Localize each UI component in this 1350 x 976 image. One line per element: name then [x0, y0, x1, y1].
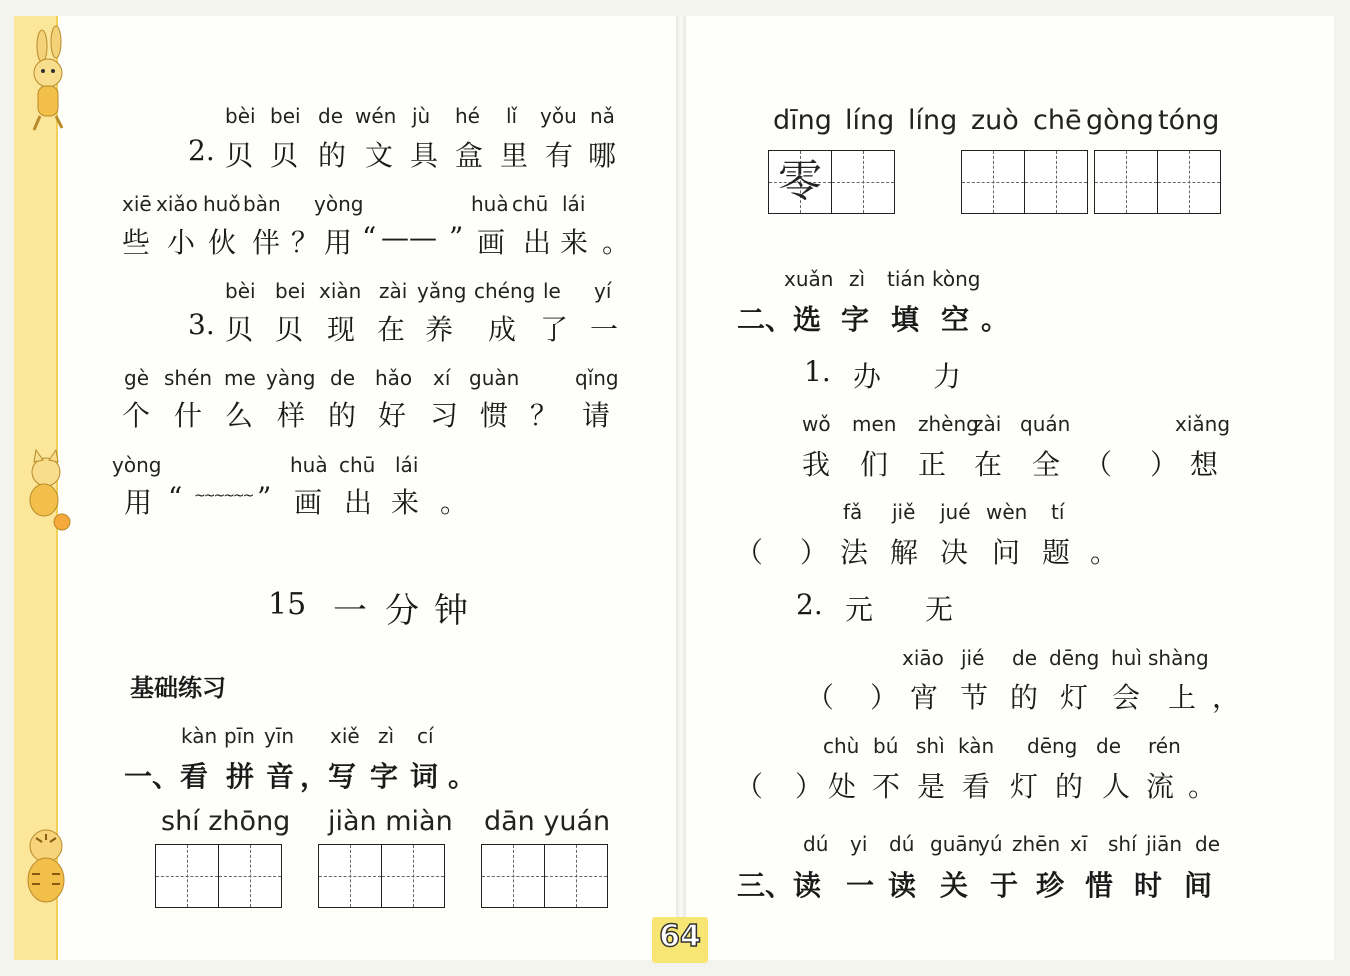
pinyin-syllable: xiǎng — [1175, 412, 1231, 436]
hanzi-char: 现 — [327, 313, 356, 346]
pinyin-syllable: yàng — [266, 366, 316, 390]
hanzi-char: 流 — [1146, 770, 1175, 803]
hanzi-char: ？ — [530, 399, 559, 432]
pinyin-syllable: xuǎn — [784, 267, 834, 291]
pinyin-syllable: bei — [270, 104, 301, 128]
pinyin-syllable: de — [1195, 832, 1220, 856]
written-char — [1025, 151, 1087, 213]
written-char — [1158, 151, 1220, 213]
pinyin-syllable: yú — [978, 832, 1003, 856]
word-pinyin: chē — [1033, 105, 1082, 136]
hanzi-char: 用 — [324, 226, 353, 259]
hanzi-char: （ — [1084, 448, 1113, 481]
word-pinyin: líng — [908, 105, 958, 136]
written-char — [1095, 151, 1157, 213]
lesson-title-char: 钟 — [434, 591, 468, 631]
hanzi-char: 看 — [962, 770, 991, 803]
pinyin-syllable: guàn — [469, 366, 520, 390]
hanzi-char: 什 — [174, 399, 203, 432]
pinyin-syllable: wèn — [986, 500, 1028, 524]
lesson-number: 15 — [268, 587, 307, 622]
hanzi-char: 贝 — [275, 313, 304, 346]
writing-cell[interactable] — [219, 845, 281, 907]
hanzi-char: 会 — [1112, 681, 1141, 714]
pinyin-syllable: bàn — [243, 192, 281, 216]
hanzi-char: 的 — [318, 139, 347, 172]
hanzi-char: 法 — [840, 536, 869, 569]
pinyin-syllable: huǒ — [203, 192, 241, 216]
lesson-title-char: 分 — [385, 591, 419, 631]
hanzi-char: 具 — [410, 139, 439, 172]
hanzi-char: 上 — [1168, 681, 1197, 714]
hanzi-char: “ — [168, 481, 183, 514]
hanzi-char: 正 — [918, 448, 947, 481]
option-char: 办 — [853, 360, 882, 393]
pinyin-syllable: pīn — [224, 724, 255, 748]
cat-icon — [16, 448, 76, 538]
hanzi-char: 。 — [448, 760, 477, 793]
writing-cell[interactable] — [545, 845, 607, 907]
hanzi-char: 小 — [167, 226, 196, 259]
writing-grid[interactable] — [155, 844, 282, 908]
pinyin-syllable: xī — [1070, 832, 1088, 856]
pinyin-syllable: kòng — [932, 267, 981, 291]
hanzi-char: 三、读 — [737, 869, 822, 902]
pinyin-syllable: yīn — [264, 724, 295, 748]
hanzi-char: 画 — [477, 226, 506, 259]
pinyin-syllable: tián — [887, 267, 926, 291]
pinyin-syllable: me — [224, 366, 256, 390]
pinyin-syllable: men — [852, 412, 897, 436]
pinyin-syllable: hǎo — [375, 366, 413, 390]
pinyin-syllable: shàng — [1148, 646, 1209, 670]
wavy-line-mark: ~~~~~~ — [194, 488, 253, 504]
hanzi-char: 灯 — [1060, 681, 1089, 714]
word-pinyin: dān yuán — [484, 806, 611, 837]
option-char: 力 — [933, 360, 962, 393]
writing-cell[interactable] — [769, 151, 832, 213]
hanzi-char: 于 — [990, 869, 1019, 902]
hanzi-char: 3. — [188, 308, 215, 341]
hanzi-char: 伴 — [252, 226, 281, 259]
book-spine — [676, 16, 686, 960]
hanzi-char: —— — [381, 221, 437, 254]
hanzi-char: “ — [362, 221, 377, 254]
pinyin-syllable: tí — [1051, 500, 1065, 524]
pinyin-syllable: chù — [823, 734, 860, 758]
hanzi-char: 里 — [500, 139, 529, 172]
hanzi-char: ” — [449, 221, 464, 254]
hanzi-char: 决 — [940, 536, 969, 569]
pinyin-syllable: zì — [378, 724, 395, 748]
pinyin-syllable: wǒ — [802, 412, 831, 436]
hanzi-char: 字 — [370, 760, 399, 793]
pinyin-syllable: zài — [379, 279, 408, 303]
hanzi-char: 一 — [846, 869, 875, 902]
pinyin-syllable: zài — [973, 412, 1002, 436]
pinyin-syllable: yí — [594, 279, 612, 303]
hanzi-char: 时 — [1134, 869, 1163, 902]
pinyin-syllable: zì — [849, 267, 866, 291]
pinyin-syllable: xiāo — [902, 646, 944, 670]
pinyin-syllable: de — [1012, 646, 1037, 670]
hanzi-char: 的 — [328, 399, 357, 432]
option-char: 元 — [845, 593, 874, 626]
hanzi-char: 文 — [365, 139, 394, 172]
pinyin-syllable: dú — [889, 832, 915, 856]
option-char: 无 — [925, 593, 954, 626]
hanzi-char: ， — [1212, 681, 1241, 714]
hanzi-char: 惜 — [1085, 869, 1114, 902]
writing-cell[interactable] — [962, 151, 1025, 213]
hanzi-char: 出 — [344, 486, 373, 519]
pinyin-syllable: guān — [930, 832, 981, 856]
hanzi-char: 来 — [391, 486, 420, 519]
pinyin-syllable: shì — [916, 734, 945, 758]
hanzi-char: 解 — [890, 536, 919, 569]
pinyin-syllable: bèi — [225, 104, 256, 128]
pinyin-syllable: quán — [1020, 412, 1071, 436]
hanzi-char: 样 — [277, 399, 306, 432]
writing-grid[interactable] — [961, 150, 1088, 214]
pinyin-syllable: chéng — [474, 279, 536, 303]
pinyin-syllable: huì — [1111, 646, 1142, 670]
hanzi-char: 了 — [540, 313, 569, 346]
pinyin-syllable: de — [1096, 734, 1121, 758]
hanzi-char: 填 — [891, 303, 920, 336]
hanzi-char: 么 — [225, 399, 254, 432]
hanzi-char: 。 — [602, 226, 631, 259]
word-pinyin: dīng — [773, 105, 832, 136]
writing-grid[interactable] — [481, 844, 608, 908]
hanzi-char: 处 — [828, 770, 857, 803]
pinyin-syllable: xiē — [122, 192, 152, 216]
pinyin-syllable: yǎng — [417, 279, 467, 303]
option-char: 1. — [804, 355, 831, 388]
pinyin-syllable: xiàn — [319, 279, 362, 303]
pinyin-syllable: jué — [940, 500, 971, 524]
hanzi-char: 不 — [872, 770, 901, 803]
writing-grid[interactable] — [768, 150, 895, 214]
pinyin-syllable: xí — [433, 366, 451, 390]
hanzi-char: 2. — [188, 134, 215, 167]
pinyin-syllable: zhèng — [918, 412, 979, 436]
hanzi-char: 。 — [440, 486, 469, 519]
hanzi-char: 间 — [1184, 869, 1213, 902]
writing-cell[interactable] — [1025, 151, 1087, 213]
hanzi-char: 关 — [940, 869, 969, 902]
hanzi-char: 的 — [1010, 681, 1039, 714]
hanzi-char: 一、看 — [124, 760, 209, 793]
written-char: 零 — [778, 156, 822, 207]
writing-cell[interactable] — [319, 845, 382, 907]
pinyin-syllable: kàn — [958, 734, 995, 758]
pinyin-syllable: xiǎo — [156, 192, 198, 216]
writing-grid[interactable] — [318, 844, 445, 908]
hanzi-char: 用 — [124, 486, 153, 519]
hanzi-char: 灯 — [1010, 770, 1039, 803]
hanzi-char: 字 — [841, 303, 870, 336]
hanzi-char: 成 — [488, 313, 517, 346]
pinyin-syllable: qǐng — [575, 366, 619, 390]
word-pinyin: líng — [845, 105, 895, 136]
hanzi-char: （ — [806, 681, 835, 714]
hanzi-char: ） — [795, 770, 824, 803]
hanzi-char: 画 — [294, 486, 323, 519]
pinyin-syllable: bèi — [225, 279, 256, 303]
tiger-icon — [14, 818, 76, 914]
hanzi-char: 好 — [378, 399, 407, 432]
section-label: 基础练习 — [130, 673, 226, 702]
hanzi-char: 宵 — [910, 681, 939, 714]
hanzi-char: 。 — [1090, 536, 1119, 569]
word-pinyin: gòng — [1086, 105, 1154, 136]
hanzi-char: 贝 — [225, 313, 254, 346]
hanzi-char: 养 — [425, 313, 454, 346]
hanzi-char: 盒 — [455, 139, 484, 172]
pinyin-syllable: huà — [290, 453, 328, 477]
hanzi-char: 伙 — [208, 226, 237, 259]
pinyin-syllable: cí — [417, 724, 434, 748]
pinyin-syllable: yi — [850, 832, 868, 856]
hanzi-char: 节 — [960, 681, 989, 714]
hanzi-char: 习 — [430, 399, 459, 432]
pinyin-syllable: huà — [471, 192, 509, 216]
pinyin-syllable: dú — [803, 832, 829, 856]
pinyin-syllable: jiān — [1146, 832, 1183, 856]
hanzi-char: ） — [870, 681, 899, 714]
word-pinyin: jiàn miàn — [328, 806, 453, 837]
pinyin-syllable: bei — [275, 279, 306, 303]
hanzi-char: 词 — [410, 760, 439, 793]
hanzi-char: 一 — [590, 313, 619, 346]
written-char — [962, 151, 1024, 213]
lesson-title-char: 一 — [333, 591, 367, 631]
hanzi-char: 音 — [266, 760, 295, 793]
hanzi-char: 贝 — [270, 139, 299, 172]
hanzi-char: 我 — [802, 448, 831, 481]
writing-cell[interactable] — [1095, 151, 1158, 213]
hanzi-char: 珍 — [1036, 869, 1065, 902]
word-pinyin: shí zhōng — [161, 806, 291, 837]
hanzi-char: 问 — [992, 536, 1021, 569]
hanzi-char: 在 — [974, 448, 1003, 481]
writing-grid[interactable] — [1094, 150, 1221, 214]
pinyin-syllable: dēng — [1027, 734, 1078, 758]
pinyin-syllable: yòng — [112, 453, 162, 477]
pinyin-syllable: gè — [124, 366, 149, 390]
pinyin-syllable: shí — [1108, 832, 1137, 856]
hanzi-char: 全 — [1032, 448, 1061, 481]
hanzi-char: 在 — [377, 313, 406, 346]
pinyin-syllable: kàn — [181, 724, 218, 748]
pinyin-syllable: de — [330, 366, 355, 390]
pinyin-syllable: jié — [961, 646, 985, 670]
hanzi-char: 来 — [560, 226, 589, 259]
hanzi-char: 空 — [941, 303, 970, 336]
hanzi-char: 。 — [981, 303, 1010, 336]
hanzi-char: ） — [800, 536, 829, 569]
hanzi-char: 个 — [122, 399, 151, 432]
hanzi-char: 。 — [1188, 770, 1217, 803]
pinyin-syllable: lái — [562, 192, 586, 216]
hanzi-char: 读 — [888, 869, 917, 902]
hanzi-char: 惯 — [480, 399, 509, 432]
option-char: 2. — [796, 588, 823, 621]
writing-cell[interactable] — [482, 845, 545, 907]
writing-cell[interactable] — [1158, 151, 1220, 213]
pinyin-syllable: de — [318, 104, 343, 128]
hanzi-char: ） — [1150, 448, 1179, 481]
hanzi-char: 哪 — [588, 139, 617, 172]
hanzi-char: （ — [735, 536, 764, 569]
hanzi-char: 想 — [1190, 448, 1219, 481]
pinyin-syllable: dēng — [1049, 646, 1100, 670]
pinyin-syllable: nǎ — [590, 104, 615, 128]
hanzi-char: ？ — [291, 226, 320, 259]
hanzi-char: 们 — [860, 448, 889, 481]
writing-cell[interactable] — [832, 151, 894, 213]
pinyin-syllable: xiě — [330, 724, 360, 748]
pinyin-syllable: yǒu — [540, 104, 577, 128]
pinyin-syllable: zhēn — [1012, 832, 1061, 856]
hanzi-char: 二、选 — [737, 303, 822, 336]
hanzi-char: 贝 — [225, 139, 254, 172]
pinyin-syllable: yòng — [314, 192, 364, 216]
hanzi-char: 是 — [917, 770, 946, 803]
writing-cell[interactable] — [382, 845, 444, 907]
word-pinyin: zuò — [971, 105, 1019, 136]
pinyin-syllable: hé — [455, 104, 480, 128]
hanzi-char: ，写 — [300, 760, 357, 793]
pinyin-syllable: wén — [355, 104, 397, 128]
hanzi-char: 请 — [582, 399, 611, 432]
hanzi-char: 的 — [1055, 770, 1084, 803]
rabbit-icon — [16, 18, 78, 138]
writing-cell[interactable] — [156, 845, 219, 907]
pinyin-syllable: lái — [395, 453, 419, 477]
pinyin-syllable: bú — [873, 734, 899, 758]
pinyin-syllable: lǐ — [506, 104, 518, 128]
hanzi-char: 拼 — [226, 760, 255, 793]
pinyin-syllable: chū — [339, 453, 376, 477]
hanzi-char: 题 — [1042, 536, 1071, 569]
written-char — [832, 151, 894, 213]
hanzi-char: 出 — [523, 226, 552, 259]
pinyin-syllable: fǎ — [843, 500, 863, 524]
pinyin-syllable: le — [543, 279, 561, 303]
hanzi-char: （ — [735, 770, 764, 803]
pinyin-syllable: jiě — [892, 500, 916, 524]
hanzi-char: 些 — [122, 226, 151, 259]
hanzi-char: 有 — [545, 139, 574, 172]
pinyin-syllable: rén — [1148, 734, 1181, 758]
page-number: 64 — [659, 919, 701, 954]
pinyin-syllable: chū — [512, 192, 549, 216]
hanzi-char: 人 — [1102, 770, 1131, 803]
pinyin-syllable: shén — [164, 366, 213, 390]
pinyin-syllable: jù — [412, 104, 431, 128]
hanzi-char: ” — [257, 481, 272, 514]
word-pinyin: tóng — [1158, 105, 1220, 136]
